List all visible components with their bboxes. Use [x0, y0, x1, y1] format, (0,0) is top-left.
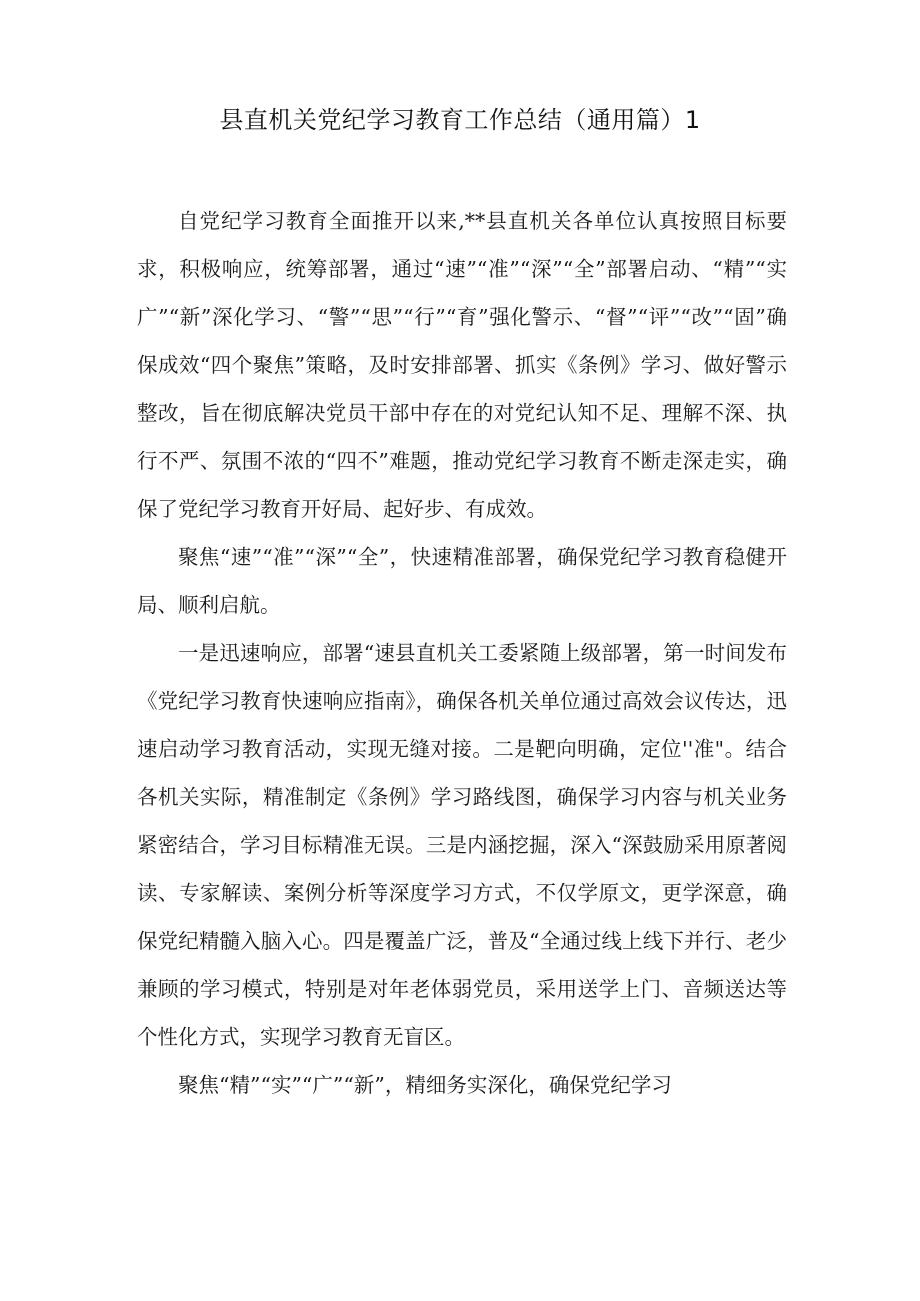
paragraph: 一是迅速响应，部署“速县直机关工委紧随上级部署，第一时间发布《党纪学习教育快速响应指南》，确保各机关单位通过高效会议传达，迅速启动学习教育活动，实现无缝对接。二是靶向明确，定位''准"。结合各机关实际，精准制定《条例》学习路线图，确保学习内容与机关业务紧密结合，学习目标精准无误。三是内涵挖掘，深入“深鼓励采用原著阅读、专家解读、案例分析等深度学习方式，不仅学原文，更学深意，确保党纪精髓入脑入心。四是覆盖广泛，普及“全通过线上线下并行、老少兼顾的学习模式，特别是对年老体弱党员，采用送学上门、音频送达等个性化方式，实现学习教育无盲区。: [137, 641, 787, 1049]
paragraph: 自党纪学习教育全面推开以来,**县直机关各单位认真按照目标要求，积极响应，统筹部署，通过“速”“准”“深”“全”部署启动、“精”“实广”“新”深化学习、“警”“思”“行”“育”强化警示、“督”“评”“改”“固”确保成效“四个聚焦”策略，及时安排部署、抓实《条例》学习、做好警示整改，旨在彻底解决党员干部中存在的对党纪认知不足、理解不深、执行不严、氛围不浓的“四不”难题，推动党纪学习教育不断走深走实，确保了党纪学习教育开好局、起好步、有成效。: [137, 209, 787, 521]
paragraph: 聚焦“速”“准”“深”“全”，快速精准部署，确保党纪学习教育稳健开局、顺利启航。: [137, 545, 787, 617]
document-title: 县直机关党纪学习教育工作总结（通用篇）1: [219, 106, 701, 134]
paragraph: 聚焦“精”“实”“广”“新”，精细务实深化，确保党纪学习: [178, 1073, 672, 1097]
document-body: [137, 197, 787, 1109]
